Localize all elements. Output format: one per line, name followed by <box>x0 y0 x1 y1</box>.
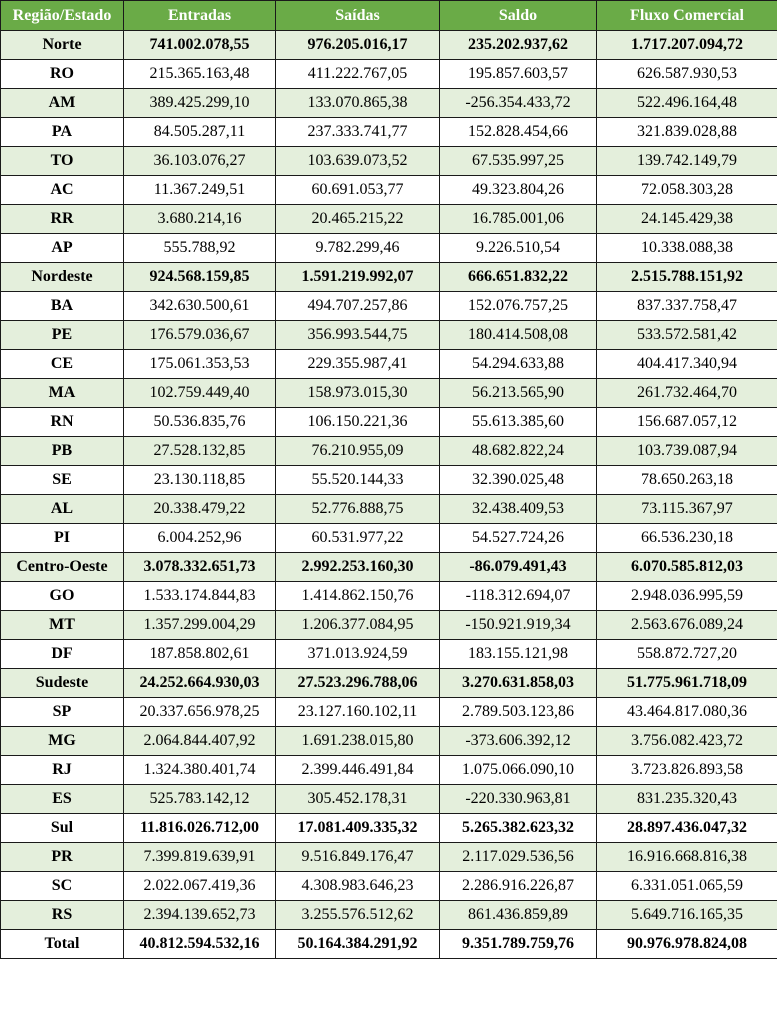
region-state-cell: RN <box>1 408 124 437</box>
header-saldo: Saldo <box>440 1 597 31</box>
saldo-cell: -118.312.694,07 <box>440 582 597 611</box>
state-row <box>1 785 777 814</box>
state-row <box>1 379 777 408</box>
fluxo-comercial-cell: 10.338.088,38 <box>597 234 777 263</box>
saldo-cell: -150.921.919,34 <box>440 611 597 640</box>
saldo-cell: -86.079.491,43 <box>440 553 597 582</box>
region-row <box>1 669 777 698</box>
saidas-cell: 411.222.767,05 <box>276 60 440 89</box>
saidas-cell: 3.255.576.512,62 <box>276 901 440 930</box>
entradas-cell: 525.783.142,12 <box>124 785 276 814</box>
entradas-cell: 20.338.479,22 <box>124 495 276 524</box>
state-row <box>1 60 777 89</box>
region-state-cell: PR <box>1 843 124 872</box>
region-row <box>1 930 777 959</box>
state-row <box>1 205 777 234</box>
region-state-cell: MA <box>1 379 124 408</box>
fluxo-comercial-cell: 1.717.207.094,72 <box>597 31 777 60</box>
entradas-cell: 924.568.159,85 <box>124 263 276 292</box>
state-row <box>1 292 777 321</box>
entradas-cell: 36.103.076,27 <box>124 147 276 176</box>
table-header <box>1 1 777 31</box>
fluxo-comercial-cell: 2.563.676.089,24 <box>597 611 777 640</box>
saldo-cell: 54.527.724,26 <box>440 524 597 553</box>
saidas-cell: 371.013.924,59 <box>276 640 440 669</box>
fluxo-comercial-cell: 558.872.727,20 <box>597 640 777 669</box>
region-state-cell: PB <box>1 437 124 466</box>
saldo-cell: 67.535.997,25 <box>440 147 597 176</box>
region-state-cell: AL <box>1 495 124 524</box>
saidas-cell: 976.205.016,17 <box>276 31 440 60</box>
fluxo-comercial-cell: 321.839.028,88 <box>597 118 777 147</box>
region-row <box>1 553 777 582</box>
state-row <box>1 495 777 524</box>
saldo-cell: 9.226.510,54 <box>440 234 597 263</box>
saidas-cell: 1.414.862.150,76 <box>276 582 440 611</box>
state-row <box>1 437 777 466</box>
state-row <box>1 408 777 437</box>
fluxo-comercial-cell: 3.723.826.893,58 <box>597 756 777 785</box>
region-state-cell: RR <box>1 205 124 234</box>
saldo-cell: 16.785.001,06 <box>440 205 597 234</box>
fluxo-comercial-cell: 103.739.087,94 <box>597 437 777 466</box>
saldo-cell: 183.155.121,98 <box>440 640 597 669</box>
entradas-cell: 1.324.380.401,74 <box>124 756 276 785</box>
region-state-cell: SC <box>1 872 124 901</box>
header-saidas: Saídas <box>276 1 440 31</box>
saidas-cell: 17.081.409.335,32 <box>276 814 440 843</box>
saidas-cell: 356.993.544,75 <box>276 321 440 350</box>
region-state-cell: CE <box>1 350 124 379</box>
saidas-cell: 76.210.955,09 <box>276 437 440 466</box>
state-row <box>1 582 777 611</box>
saldo-cell: 32.390.025,48 <box>440 466 597 495</box>
fluxo-comercial-cell: 66.536.230,18 <box>597 524 777 553</box>
saldo-cell: 1.075.066.090,10 <box>440 756 597 785</box>
state-row <box>1 611 777 640</box>
fluxo-comercial-cell: 72.058.303,28 <box>597 176 777 205</box>
state-row <box>1 872 777 901</box>
saidas-cell: 9.782.299,46 <box>276 234 440 263</box>
region-state-cell: AC <box>1 176 124 205</box>
fluxo-comercial-cell: 533.572.581,42 <box>597 321 777 350</box>
entradas-cell: 27.528.132,85 <box>124 437 276 466</box>
entradas-cell: 23.130.118,85 <box>124 466 276 495</box>
fluxo-comercial-cell: 261.732.464,70 <box>597 379 777 408</box>
saidas-cell: 1.591.219.992,07 <box>276 263 440 292</box>
saidas-cell: 20.465.215,22 <box>276 205 440 234</box>
fluxo-comercial-cell: 78.650.263,18 <box>597 466 777 495</box>
header-regiao-estado: Região/Estado <box>1 1 124 31</box>
saldo-cell: 5.265.382.623,32 <box>440 814 597 843</box>
region-state-cell: AP <box>1 234 124 263</box>
entradas-cell: 555.788,92 <box>124 234 276 263</box>
region-state-cell: RJ <box>1 756 124 785</box>
saldo-cell: 3.270.631.858,03 <box>440 669 597 698</box>
state-row <box>1 727 777 756</box>
entradas-cell: 175.061.353,53 <box>124 350 276 379</box>
entradas-cell: 11.816.026.712,00 <box>124 814 276 843</box>
saidas-cell: 237.333.741,77 <box>276 118 440 147</box>
fluxo-comercial-cell: 6.331.051.065,59 <box>597 872 777 901</box>
region-state-cell: PA <box>1 118 124 147</box>
region-state-cell: Total <box>1 930 124 959</box>
state-row <box>1 466 777 495</box>
entradas-cell: 389.425.299,10 <box>124 89 276 118</box>
state-row <box>1 89 777 118</box>
region-state-cell: MT <box>1 611 124 640</box>
fluxo-comercial-cell: 5.649.716.165,35 <box>597 901 777 930</box>
state-row <box>1 350 777 379</box>
saldo-cell: 55.613.385,60 <box>440 408 597 437</box>
region-row <box>1 31 777 60</box>
region-state-cell: MG <box>1 727 124 756</box>
table-body <box>1 31 777 959</box>
entradas-cell: 342.630.500,61 <box>124 292 276 321</box>
entradas-cell: 102.759.449,40 <box>124 379 276 408</box>
fluxo-comercial-cell: 24.145.429,38 <box>597 205 777 234</box>
saidas-cell: 50.164.384.291,92 <box>276 930 440 959</box>
fluxo-comercial-cell: 156.687.057,12 <box>597 408 777 437</box>
saidas-cell: 103.639.073,52 <box>276 147 440 176</box>
entradas-cell: 3.680.214,16 <box>124 205 276 234</box>
region-state-cell: RS <box>1 901 124 930</box>
saldo-cell: 152.076.757,25 <box>440 292 597 321</box>
entradas-cell: 187.858.802,61 <box>124 640 276 669</box>
fluxo-comercial-cell: 43.464.817.080,36 <box>597 698 777 727</box>
saidas-cell: 55.520.144,33 <box>276 466 440 495</box>
entradas-cell: 1.533.174.844,83 <box>124 582 276 611</box>
state-row <box>1 147 777 176</box>
saidas-cell: 52.776.888,75 <box>276 495 440 524</box>
saidas-cell: 494.707.257,86 <box>276 292 440 321</box>
saldo-cell: 2.286.916.226,87 <box>440 872 597 901</box>
saidas-cell: 106.150.221,36 <box>276 408 440 437</box>
entradas-cell: 20.337.656.978,25 <box>124 698 276 727</box>
saldo-cell: -256.354.433,72 <box>440 89 597 118</box>
saidas-cell: 1.691.238.015,80 <box>276 727 440 756</box>
saldo-cell: 195.857.603,57 <box>440 60 597 89</box>
fluxo-comercial-cell: 6.070.585.812,03 <box>597 553 777 582</box>
region-state-cell: SE <box>1 466 124 495</box>
saidas-cell: 2.399.446.491,84 <box>276 756 440 785</box>
region-state-cell: PI <box>1 524 124 553</box>
region-state-cell: Nordeste <box>1 263 124 292</box>
fluxo-comercial-cell: 90.976.978.824,08 <box>597 930 777 959</box>
entradas-cell: 176.579.036,67 <box>124 321 276 350</box>
saidas-cell: 2.992.253.160,30 <box>276 553 440 582</box>
entradas-cell: 1.357.299.004,29 <box>124 611 276 640</box>
entradas-cell: 215.365.163,48 <box>124 60 276 89</box>
fluxo-comercial-cell: 51.775.961.718,09 <box>597 669 777 698</box>
saidas-cell: 60.691.053,77 <box>276 176 440 205</box>
region-state-cell: BA <box>1 292 124 321</box>
region-state-cell: ES <box>1 785 124 814</box>
entradas-cell: 11.367.249,51 <box>124 176 276 205</box>
fluxo-comercial-cell: 2.515.788.151,92 <box>597 263 777 292</box>
entradas-cell: 3.078.332.651,73 <box>124 553 276 582</box>
state-row <box>1 843 777 872</box>
saldo-cell: 49.323.804,26 <box>440 176 597 205</box>
saidas-cell: 60.531.977,22 <box>276 524 440 553</box>
region-state-cell: Centro-Oeste <box>1 553 124 582</box>
saidas-cell: 133.070.865,38 <box>276 89 440 118</box>
region-row <box>1 814 777 843</box>
header-row <box>1 1 777 31</box>
fluxo-comercial-cell: 28.897.436.047,32 <box>597 814 777 843</box>
fluxo-comercial-cell: 626.587.930,53 <box>597 60 777 89</box>
saldo-cell: 180.414.508,08 <box>440 321 597 350</box>
entradas-cell: 40.812.594.532,16 <box>124 930 276 959</box>
region-state-cell: SP <box>1 698 124 727</box>
saldo-cell: 9.351.789.759,76 <box>440 930 597 959</box>
saldo-cell: -220.330.963,81 <box>440 785 597 814</box>
entradas-cell: 84.505.287,11 <box>124 118 276 147</box>
state-row <box>1 118 777 147</box>
saidas-cell: 27.523.296.788,06 <box>276 669 440 698</box>
fluxo-comercial-cell: 139.742.149,79 <box>597 147 777 176</box>
saldo-cell: 54.294.633,88 <box>440 350 597 379</box>
saidas-cell: 229.355.987,41 <box>276 350 440 379</box>
entradas-cell: 6.004.252,96 <box>124 524 276 553</box>
region-state-cell: Sudeste <box>1 669 124 698</box>
state-row <box>1 698 777 727</box>
saldo-cell: 152.828.454,66 <box>440 118 597 147</box>
saldo-cell: 666.651.832,22 <box>440 263 597 292</box>
saldo-cell: 2.789.503.123,86 <box>440 698 597 727</box>
saldo-cell: -373.606.392,12 <box>440 727 597 756</box>
fluxo-comercial-cell: 522.496.164,48 <box>597 89 777 118</box>
fluxo-comercial-cell: 831.235.320,43 <box>597 785 777 814</box>
state-row <box>1 321 777 350</box>
state-row <box>1 756 777 785</box>
saidas-cell: 23.127.160.102,11 <box>276 698 440 727</box>
entradas-cell: 2.022.067.419,36 <box>124 872 276 901</box>
saldo-cell: 861.436.859,89 <box>440 901 597 930</box>
region-row <box>1 263 777 292</box>
fluxo-comercial-cell: 73.115.367,97 <box>597 495 777 524</box>
entradas-cell: 7.399.819.639,91 <box>124 843 276 872</box>
region-state-cell: RO <box>1 60 124 89</box>
saidas-cell: 305.452.178,31 <box>276 785 440 814</box>
state-row <box>1 176 777 205</box>
saidas-cell: 1.206.377.084,95 <box>276 611 440 640</box>
region-state-cell: PE <box>1 321 124 350</box>
entradas-cell: 2.064.844.407,92 <box>124 727 276 756</box>
fluxo-comercial-cell: 2.948.036.995,59 <box>597 582 777 611</box>
header-fluxo-comercial: Fluxo Comercial <box>597 1 777 31</box>
saldo-cell: 48.682.822,24 <box>440 437 597 466</box>
region-state-cell: GO <box>1 582 124 611</box>
state-row <box>1 234 777 263</box>
region-state-cell: Sul <box>1 814 124 843</box>
region-state-cell: TO <box>1 147 124 176</box>
fluxo-comercial-cell: 3.756.082.423,72 <box>597 727 777 756</box>
saidas-cell: 158.973.015,30 <box>276 379 440 408</box>
entradas-cell: 2.394.139.652,73 <box>124 901 276 930</box>
entradas-cell: 24.252.664.930,03 <box>124 669 276 698</box>
fluxo-comercial-cell: 837.337.758,47 <box>597 292 777 321</box>
fluxo-comercial-cell: 404.417.340,94 <box>597 350 777 379</box>
saidas-cell: 4.308.983.646,23 <box>276 872 440 901</box>
saldo-cell: 56.213.565,90 <box>440 379 597 408</box>
region-state-cell: AM <box>1 89 124 118</box>
state-row <box>1 640 777 669</box>
saldo-cell: 2.117.029.536,56 <box>440 843 597 872</box>
region-state-cell: Norte <box>1 31 124 60</box>
saldo-cell: 32.438.409,53 <box>440 495 597 524</box>
saldo-cell: 235.202.937,62 <box>440 31 597 60</box>
saidas-cell: 9.516.849.176,47 <box>276 843 440 872</box>
state-row <box>1 524 777 553</box>
state-row <box>1 901 777 930</box>
entradas-cell: 50.536.835,76 <box>124 408 276 437</box>
fluxo-comercial-cell: 16.916.668.816,38 <box>597 843 777 872</box>
region-state-cell: DF <box>1 640 124 669</box>
header-entradas: Entradas <box>124 1 276 31</box>
entradas-cell: 741.002.078,55 <box>124 31 276 60</box>
